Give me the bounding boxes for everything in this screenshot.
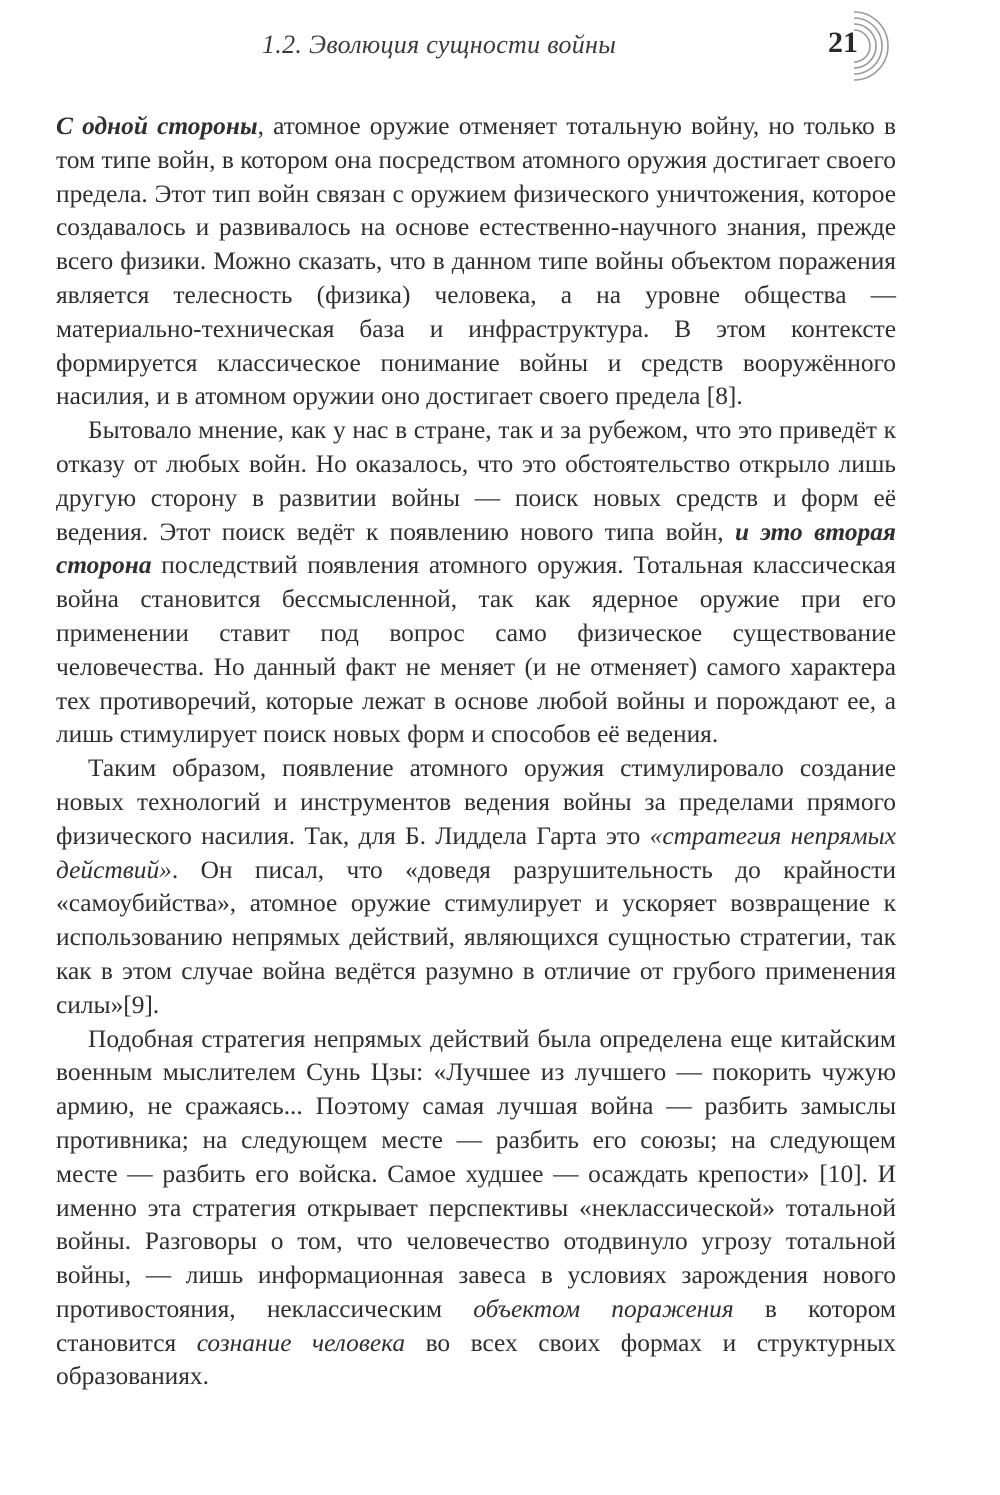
page-number-arcs-ornament <box>840 6 900 86</box>
paragraph-1 <box>56 110 896 414</box>
paragraph-3 <box>56 752 896 1022</box>
page-number: 21 <box>828 26 858 59</box>
paragraph-text: во всех своих формах и структурных образованиях. <box>56 1328 897 1391</box>
italic-text: объектом поражения <box>473 1294 734 1323</box>
paragraph-text: в котором становится <box>56 1294 896 1357</box>
paragraph-text: , атомное оружие отменяет тотальную войну, но только в том типе войн, в котором она посредством атомного оружия достигает своего предела. Этот тип войн связан с оружием физического уничтожения, которое создавалось и развивалось на основе естественно-научного знания, прежде всего физики. Можно сказать, что в данном типе войны объектом поражения является телесность (физика) человека, а на уровне общества — материально-техническая база и инфраструктура. В этом контексте формируется классическое понимание войны и средств вооружённого насилия, и в атомном оружии оно достигает своего предела [8]. <box>56 112 896 411</box>
italic-text: «стратегия непрямых действий» <box>56 821 896 884</box>
paragraph-text: . Он писал, что «доведя разрушительность до крайности «самоубийства», атомное оружие стимулирует и ускоряет возвращение к использованию непрямых действий, являющихся сущностью стратегии, так как в этом случае война ведётся разумно в отличие от грубого применения силы»[9]. <box>56 855 896 1019</box>
paragraph-text: Бытовало мнение, как у нас в стране, так и за рубежом, что это приведёт к отказу от любых войн. Но оказалось, что это обстоятельство открыло лишь другую сторону в развитии войны — поиск новых средств и форм её ведения. Этот поиск ведёт к появлению нового типа войн, <box>56 416 896 546</box>
paragraph-2 <box>56 414 896 752</box>
main-text <box>56 110 896 1394</box>
running-header: 1.2. Эволюция сущности войны <box>262 30 617 59</box>
paragraph-text: Подобная стратегия непрямых действий была определена еще китайским военным мыслителем Сунь Цзы: «Лучшее из лучшего — покорить чужую армию, не сражаясь... Поэтому самая лучшая война — разбить замыслы противника; на следующем месте — разбить его союзы; на следующем месте — разбить его войска. Самое худшее — осаждать крепости» [10]. И именно эта стратегия открывает перспективы «неклассической» тотальной войны. Разговоры о том, что человечество отодвинуло угрозу тотальной войны, — лишь информационная завеса в условиях зарождения нового противостояния, неклассическим <box>56 1024 896 1323</box>
paragraph-text: Таким образом, появление атомного оружия стимулировало создание новых технологий и инструментов ведения войны за пределами прямого физического насилия. Так, для Б. Лиддела Гарта это <box>56 754 896 850</box>
emphasis-text: С одной стороны <box>56 112 258 140</box>
emphasis-text: и это вторая сторона <box>56 517 896 580</box>
italic-text: сознание человека <box>196 1328 406 1357</box>
paragraph-text: последствий появления атомного оружия. Тотальная классическая война становится бессмысленной, так как ядерное оружие при его применении ставит под вопрос само физическое существование человечества. Но данный факт не меняет (и не отменяет) самого характера тех противоречий, которые лежат в основе любой войны и порождают ее, а лишь стимулирует поиск новых форм и способов её ведения. <box>56 551 896 749</box>
paragraph-4 <box>56 1023 896 1395</box>
